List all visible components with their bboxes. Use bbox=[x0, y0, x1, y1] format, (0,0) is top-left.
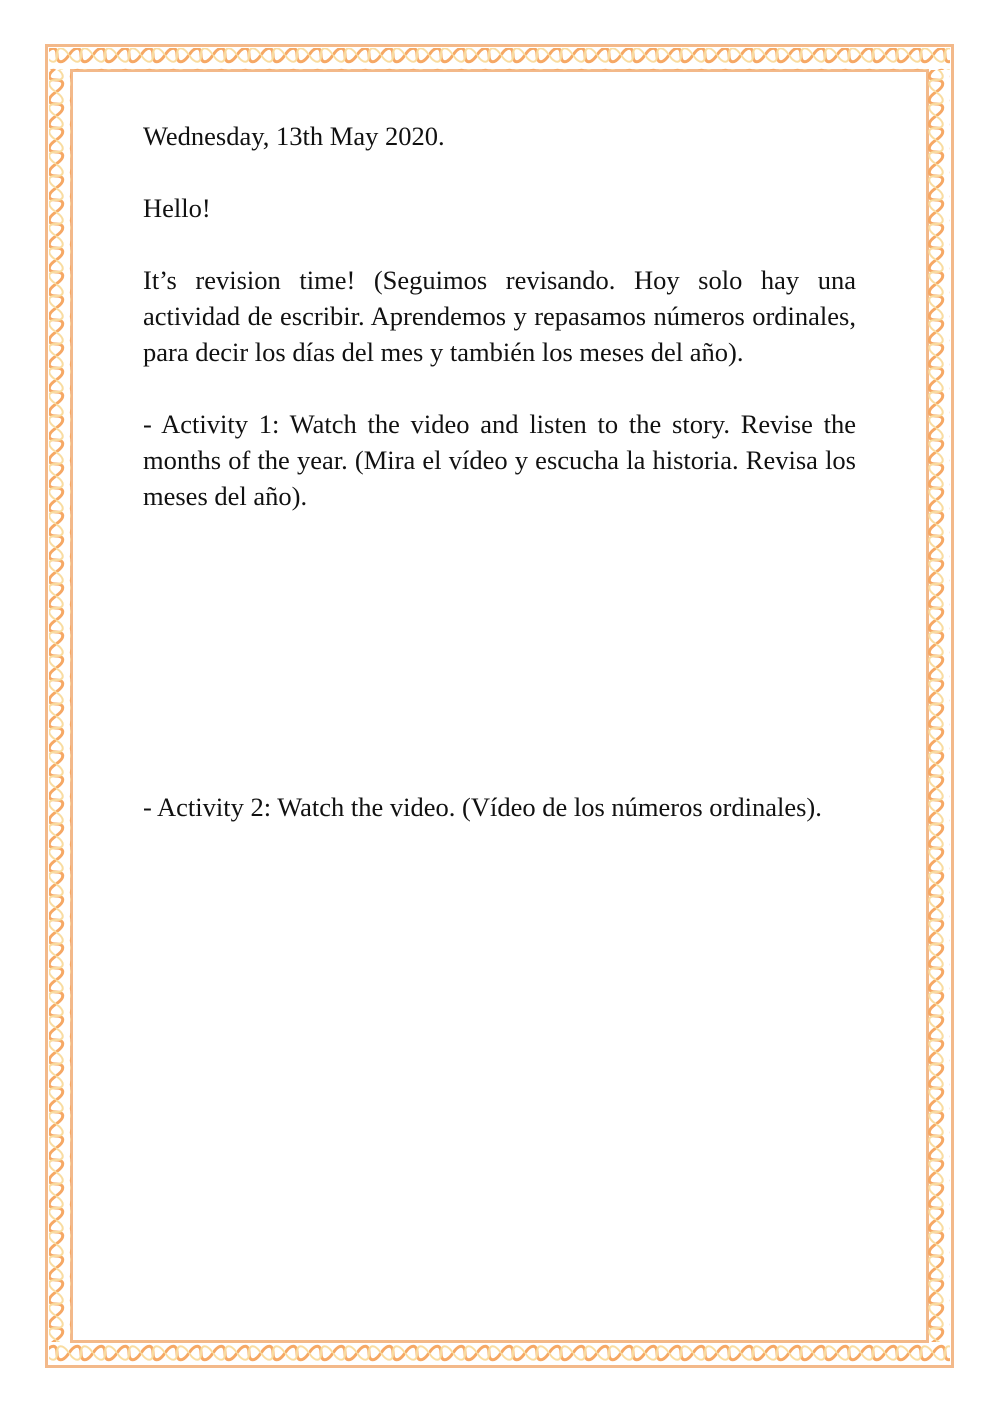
activity-1-instructions: - Activity 1: Watch the video and listen to the story. Revise the months of the year. (Mira el vídeo y escucha la historia. Revisa los meses del año). bbox=[143, 409, 856, 511]
greeting: Hello! bbox=[143, 193, 211, 223]
date-line: Wednesday, 13th May 2020. bbox=[143, 121, 445, 151]
intro-paragraph: It’s revision time! (Seguimos revisando. Hoy solo hay una actividad de escribir. Aprendemos y repasamos números ordinales, para decir los días del mes y también los meses del año). bbox=[143, 265, 856, 367]
activity-2-instructions: - Activity 2: Watch the video. (Vídeo de los números ordinales). bbox=[143, 792, 822, 822]
document-body bbox=[143, 118, 856, 825]
